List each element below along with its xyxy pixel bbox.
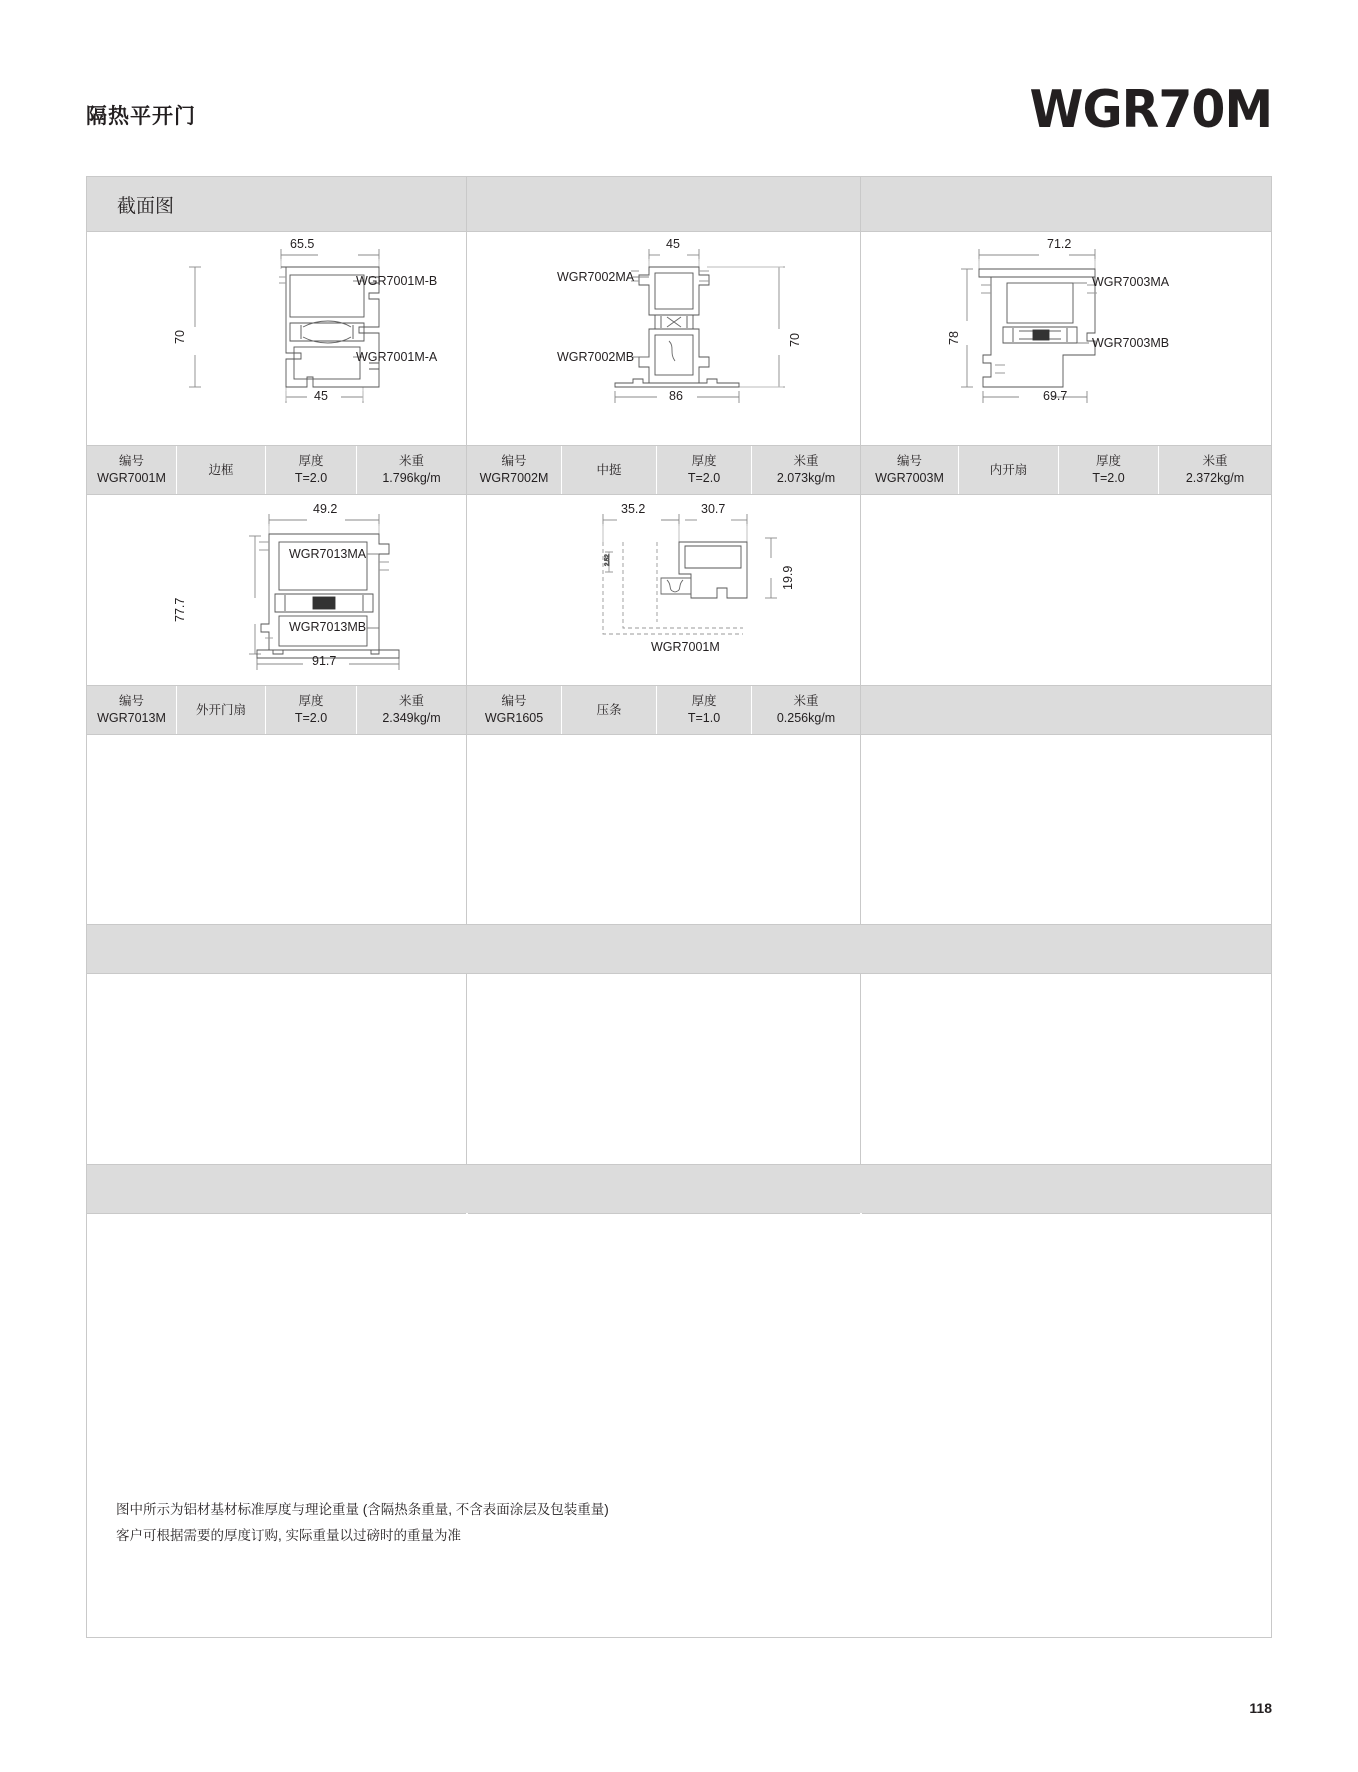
spec-row-wgr7013m: [87, 686, 466, 734]
drawing-wgr7002m: [557, 237, 857, 407]
spec-row-wgr1605: [467, 686, 860, 734]
spec-thickness-value: T=2.0: [294, 711, 328, 725]
spec-code-label: 编号: [501, 694, 527, 709]
spec-thickness-cell: [657, 446, 752, 494]
dim-bottom-wgr7001m: 45: [314, 389, 328, 403]
dim-top-wgr7003m: 71.2: [1047, 237, 1072, 251]
section-band-rule: [87, 231, 1271, 232]
spec-code-cell: [87, 686, 177, 734]
spec-code-value: WGR7002M: [479, 471, 549, 485]
spec-thickness-label: 厚度: [691, 454, 717, 469]
dim-right-wgr1605: 19.9: [781, 565, 795, 590]
section-title: 截面图: [117, 196, 175, 217]
spec-code-label: 编号: [118, 454, 144, 469]
spec-thickness-label: 厚度: [298, 694, 324, 709]
spec-name-value: 外开门扇: [195, 702, 246, 717]
section-title-band: [87, 177, 1271, 231]
spec-code-cell: [467, 686, 562, 734]
empty-band-1-top-rule: [87, 924, 1271, 925]
spec-row-wgr7002m: [467, 446, 860, 494]
spec-code-cell: [467, 446, 562, 494]
spec-weight-value: 2.349kg/m: [382, 711, 441, 725]
spec-thickness-label: 厚度: [1095, 454, 1121, 469]
spec-weight-label: 米重: [1202, 454, 1228, 469]
spec-weight-label: 米重: [793, 694, 819, 709]
spec-thickness-value: T=2.0: [687, 471, 721, 485]
spec-name-value: 压条: [596, 702, 622, 717]
divider-mask-2: [860, 1213, 862, 1637]
label-wgr7002ma: WGR7002MA: [557, 270, 635, 284]
spec-name-value: 内开扇: [989, 462, 1028, 477]
spec-weight-cell: [752, 686, 860, 734]
spec-thickness-label: 厚度: [298, 454, 324, 469]
page-header: [86, 80, 1272, 148]
label-wgr7002mb: WGR7002MB: [557, 350, 635, 364]
series-code: WGR70M: [1029, 80, 1272, 140]
spec-name-cell: [562, 446, 657, 494]
spec-name-cell: [959, 446, 1059, 494]
spec-thickness-label: 厚度: [691, 694, 717, 709]
spec-weight-cell: [357, 686, 466, 734]
empty-band-2-bottom-rule: [87, 1213, 1271, 1214]
spec-code-value: WGR7013M: [97, 711, 166, 725]
dim-bottom-wgr7003m: 69.7: [1043, 389, 1068, 403]
spec-name-cell: [562, 686, 657, 734]
spec-name-value: 边框: [208, 462, 234, 477]
spec-code-cell: [87, 446, 177, 494]
drawing-wgr1605: [557, 502, 857, 672]
empty-band-2-top-rule: [87, 1164, 1271, 1165]
dim-left-wgr7013m: 77.7: [173, 597, 187, 622]
spec-thickness-cell: [266, 446, 357, 494]
empty-band-1: [87, 925, 1271, 973]
dim-top-left-wgr1605: 35.2: [621, 502, 646, 516]
label-wgr7001m-b: WGR7001M-B: [356, 274, 438, 288]
page-title: 隔热平开门: [86, 105, 196, 128]
spec-code-value: WGR1605: [484, 711, 544, 725]
spec-weight-cell: [1159, 446, 1271, 494]
spec-name-cell: [177, 446, 266, 494]
divider-mask-1: [466, 1213, 468, 1637]
spec-weight-value: 2.372kg/m: [1185, 471, 1245, 485]
dim-left-wgr7003m: 78: [947, 331, 961, 345]
dim-top-wgr7013m: 49.2: [313, 502, 338, 516]
specrow1-bottom-rule: [87, 494, 1271, 495]
spec-row-wgr7001m: [87, 446, 466, 494]
spec-weight-value: 2.073kg/m: [776, 471, 836, 485]
spec-weight-cell: [752, 446, 860, 494]
page-number: 118: [1249, 1700, 1272, 1716]
note-line-2: 客户可根据需要的厚度订购, 实际重量以过磅时的重量为准: [116, 1527, 462, 1543]
drawing-wgr7003m: [947, 237, 1247, 407]
specrow2-bottom-rule: [87, 734, 1271, 735]
dim-right-wgr7002m: 70: [788, 333, 802, 347]
spec-thickness-cell: [657, 686, 752, 734]
label-wgr1605-part: WGR7001M: [651, 640, 720, 654]
svg-text:2.52: 2.52: [605, 554, 611, 566]
spec-name-cell: [177, 686, 266, 734]
dim-left-wgr7001m: 70: [173, 330, 187, 344]
spec-code-value: WGR7003M: [875, 471, 944, 485]
empty-band-2: [87, 1165, 1271, 1213]
content-frame: [86, 176, 1272, 1638]
label-wgr7003ma: WGR7003MA: [1092, 275, 1170, 289]
spec-weight-label: 米重: [398, 694, 424, 709]
spec-weight-cell: [357, 446, 466, 494]
spec-row-wgr7003m: [861, 446, 1271, 494]
spec-thickness-value: T=2.0: [294, 471, 328, 485]
drawing-wgr7001m: [173, 237, 453, 407]
empty-band-1-bottom-rule: [87, 973, 1271, 974]
dim-top-wgr7002m: 45: [666, 237, 680, 251]
label-wgr7013mb: WGR7013MB: [289, 620, 367, 634]
spec-thickness-value: T=1.0: [687, 711, 721, 725]
spec-thickness-value: T=2.0: [1092, 471, 1125, 485]
spec-code-cell: [861, 446, 959, 494]
spec-weight-label: 米重: [793, 454, 819, 469]
spec-name-value: 中挺: [596, 462, 622, 477]
spec-thickness-cell: [1059, 446, 1159, 494]
note-line-1: 图中所示为铝材基材标准厚度与理论重量 (含隔热条重量, 不含表面涂层及包装重量): [116, 1502, 609, 1517]
drawing-wgr7013m: [173, 502, 473, 672]
spec-code-value: WGR7001M: [97, 471, 166, 485]
dim-top-wgr7001m: 65.5: [290, 237, 315, 251]
spec-thickness-cell: [266, 686, 357, 734]
label-wgr7003mb: WGR7003MB: [1092, 336, 1170, 350]
dim-bottom-wgr7013m: 91.7: [312, 654, 337, 668]
spec-code-label: 编号: [896, 454, 922, 469]
label-wgr7001m-a: WGR7001M-A: [356, 350, 438, 364]
spec-weight-value: 1.796kg/m: [382, 471, 441, 485]
label-wgr7013ma: WGR7013MA: [289, 547, 367, 561]
spec-weight-label: 米重: [398, 454, 424, 469]
spec-code-label: 编号: [501, 454, 527, 469]
dim-top-right-wgr1605: 30.7: [701, 502, 726, 516]
spec-row-empty-3: [861, 686, 1271, 734]
spec-code-label: 编号: [118, 694, 144, 709]
spec-weight-value: 0.256kg/m: [776, 711, 836, 725]
dim-bottom-wgr7002m: 86: [669, 389, 683, 403]
footer-note: [116, 1497, 1016, 1548]
